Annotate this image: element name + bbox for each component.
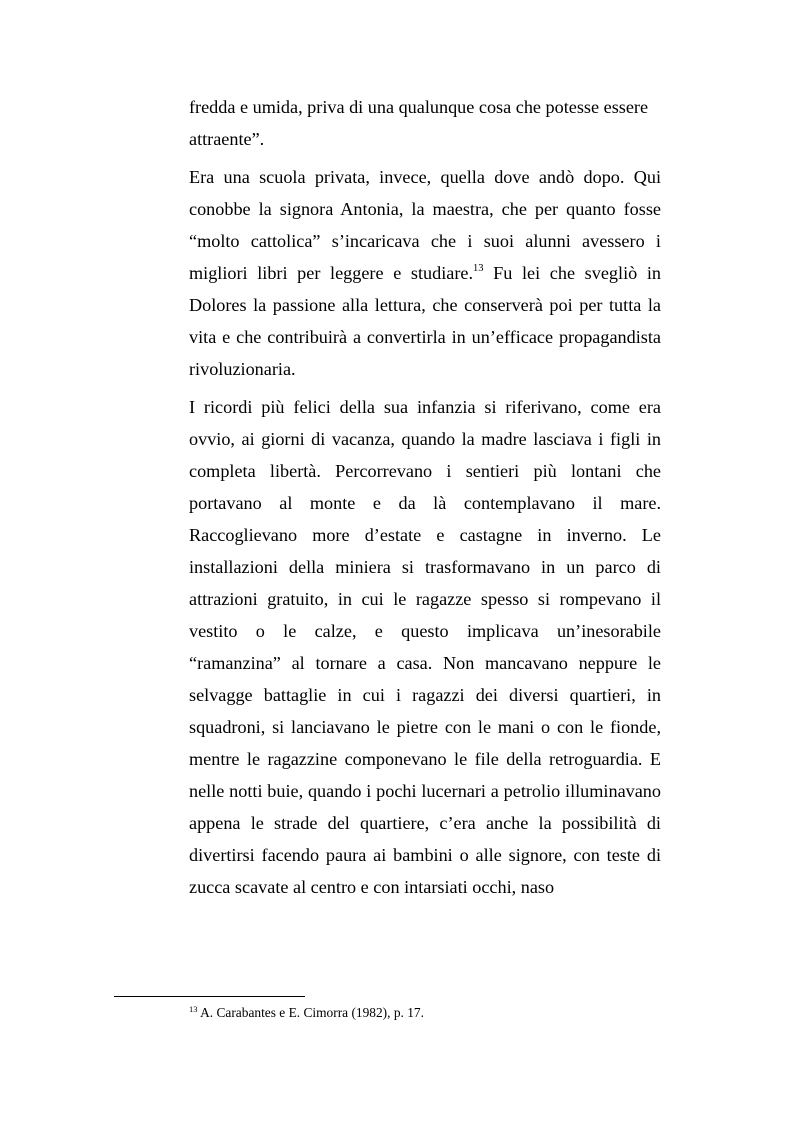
footnote-number: 13 bbox=[189, 1004, 198, 1014]
paragraph-2 bbox=[189, 161, 661, 385]
main-text bbox=[189, 91, 661, 909]
footnote-text: A. Carabantes e E. Cimorra (1982), p. 17. bbox=[197, 1005, 424, 1020]
footnote bbox=[189, 1005, 424, 1021]
paragraph-3: I ricordi più felici della sua infanzia si riferivano, come era ovvio, ai giorni di vacanza, quando la madre lasciava i figli in completa libertà. Percorrevano i sentieri più lontani che portavano al monte e da là contemplavano il mare. Raccoglievano more d’estate e castagne in inverno. Le installazioni della miniera si trasformavano in un parco di attrazioni gratuito, in cui le ragazze spesso si rompevano il vestito o le calze, e questo implicava un’inesorabile “ramanzina” al tornare a casa. Non mancavano neppure le selvagge battaglie in cui i ragazzi dei diversi quartieri, in squadroni, si lanciavano le pietre con le mani o con le fionde, mentre le ragazzine componevano le file della retroguardia. E nelle notti buie, quando i pochi lucernari a petrolio illuminavano appena le strade del quartiere, c’era anche la possibilità di divertirsi facendo paura ai bambini o alle signore, con teste di zucca scavate al centro e con intarsiati occhi, naso bbox=[189, 397, 661, 897]
footnote-separator bbox=[114, 996, 305, 997]
paragraph-1: fredda e umida, priva di una qualunque cosa che potesse essere attraente”. bbox=[189, 97, 649, 149]
paragraph-2-text-b: Fu lei che svegliò in Dolores la passione alla lettura, che conserverà poi per tutta la vita e che contribuirà a convertirla in un’efficace propagandista rivoluzionaria. bbox=[189, 263, 661, 379]
footnote-reference[interactable]: 13 bbox=[473, 263, 484, 274]
paragraph-2-text-a: Era una scuola privata, invece, quella dove andò dopo. Qui conobbe la signora Antonia, la maestra, che per quanto fosse “molto cattolica” s’incaricava che i suoi alunni avessero i migliori libri per leggere e studiare. bbox=[189, 167, 661, 283]
